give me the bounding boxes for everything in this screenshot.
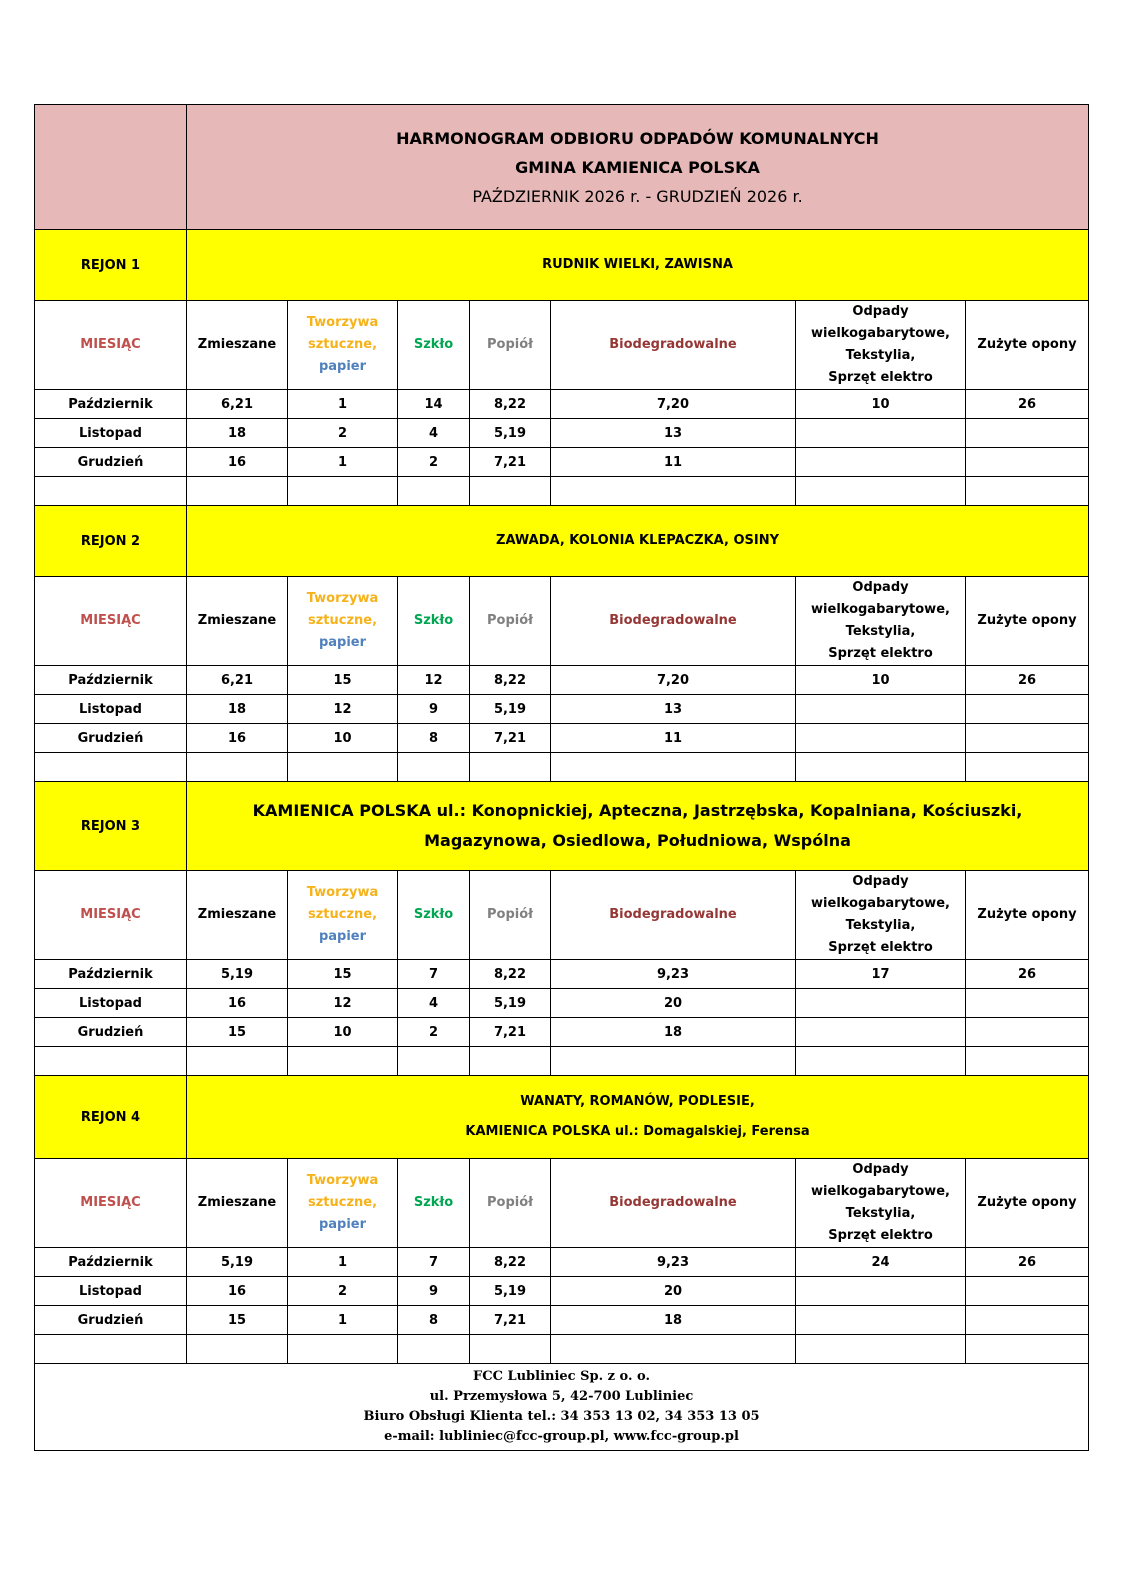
header-szklo: Szkło [398, 1159, 470, 1248]
region-row [35, 506, 1089, 577]
szklo-cell: 8 [398, 724, 470, 753]
header-zmieszane: Zmieszane [187, 577, 288, 666]
szklo-cell: 4 [398, 419, 470, 448]
empty-cell [551, 753, 796, 782]
popiol-cell: 8,22 [470, 960, 551, 989]
tworzywa-cell: 2 [288, 1277, 398, 1306]
month-cell: Grudzień [35, 724, 187, 753]
opony-cell [966, 419, 1089, 448]
header-tworzywa-line-2: sztuczne, [307, 613, 378, 628]
empty-cell [966, 477, 1089, 506]
tworzywa-cell: 12 [288, 695, 398, 724]
table-row [35, 448, 1089, 477]
region-label: REJON 3 [35, 782, 187, 871]
opony-cell [966, 448, 1089, 477]
zmieszane-cell: 15 [187, 1018, 288, 1047]
zmieszane-cell: 16 [187, 448, 288, 477]
popiol-cell: 5,19 [470, 695, 551, 724]
szklo-cell: 2 [398, 1018, 470, 1047]
empty-cell [398, 753, 470, 782]
table-row [35, 419, 1089, 448]
zmieszane-cell: 16 [187, 724, 288, 753]
table-row [35, 695, 1089, 724]
region-label: REJON 2 [35, 506, 187, 577]
header-odpady-line-4: Sprzęt elektro [828, 646, 933, 661]
month-cell: Październik [35, 666, 187, 695]
popiol-cell: 8,22 [470, 390, 551, 419]
month-cell: Październik [35, 960, 187, 989]
empty-row [35, 477, 1089, 506]
month-cell: Październik [35, 390, 187, 419]
opony-cell: 26 [966, 960, 1089, 989]
region-desc-line-1: ZAWADA, KOLONIA KLEPACZKA, OSINY [496, 533, 779, 548]
empty-cell [398, 477, 470, 506]
szklo-cell: 12 [398, 666, 470, 695]
table-row [35, 1277, 1089, 1306]
region-desc [187, 230, 1089, 301]
header-odpady-line-2: wielkogabarytowe, [811, 896, 950, 911]
table-row [35, 1248, 1089, 1277]
region-desc [187, 782, 1089, 871]
popiol-cell: 8,22 [470, 1248, 551, 1277]
bio-cell: 20 [551, 989, 796, 1018]
tworzywa-cell: 1 [288, 390, 398, 419]
header-odpady [796, 1159, 966, 1248]
tworzywa-cell: 1 [288, 1248, 398, 1277]
table-row [35, 666, 1089, 695]
title-row [35, 105, 1089, 230]
szklo-cell: 7 [398, 960, 470, 989]
header-row [35, 577, 1089, 666]
empty-cell [470, 753, 551, 782]
month-cell: Listopad [35, 419, 187, 448]
bio-cell: 20 [551, 1277, 796, 1306]
region-desc-line-2: KAMIENICA POLSKA ul.: Domagalskiej, Ferensa [465, 1124, 810, 1139]
header-odpady-line-3: Tekstylia, [845, 624, 916, 639]
empty-cell [35, 753, 187, 782]
bio-cell: 13 [551, 419, 796, 448]
header-odpady-line-1: Odpady [852, 580, 909, 595]
empty-cell [551, 1047, 796, 1076]
header-miesiac: MIESIĄC [35, 1159, 187, 1248]
region-row [35, 782, 1089, 871]
wielkogabaryt-cell [796, 1018, 966, 1047]
empty-cell [551, 1335, 796, 1364]
szklo-cell: 4 [398, 989, 470, 1018]
empty-cell [551, 477, 796, 506]
bio-cell: 11 [551, 724, 796, 753]
table-row [35, 989, 1089, 1018]
wielkogabaryt-cell: 10 [796, 390, 966, 419]
empty-cell [470, 477, 551, 506]
header-tworzywa-line-2: sztuczne, [307, 1195, 378, 1210]
szklo-cell: 8 [398, 1306, 470, 1335]
header-bio: Biodegradowalne [551, 871, 796, 960]
empty-row [35, 753, 1089, 782]
header-tworzywa [288, 301, 398, 390]
title-empty-cell [35, 105, 187, 230]
popiol-cell: 5,19 [470, 1277, 551, 1306]
header-bio: Biodegradowalne [551, 1159, 796, 1248]
wielkogabaryt-cell [796, 695, 966, 724]
header-odpady-line-3: Tekstylia, [845, 918, 916, 933]
header-tworzywa-line-1: Tworzywa [306, 591, 379, 606]
zmieszane-cell: 5,19 [187, 1248, 288, 1277]
empty-cell [288, 477, 398, 506]
header-tworzywa [288, 1159, 398, 1248]
header-papier: papier [318, 1217, 367, 1232]
header-odpady-line-4: Sprzęt elektro [828, 1228, 933, 1243]
footer-line-4: e-mail: lubliniec@fcc-group.pl, www.fcc-group.pl [384, 1429, 739, 1444]
empty-cell [796, 753, 966, 782]
empty-cell [187, 753, 288, 782]
bio-cell: 18 [551, 1306, 796, 1335]
empty-cell [187, 1335, 288, 1364]
header-row [35, 871, 1089, 960]
header-odpady-line-4: Sprzęt elektro [828, 370, 933, 385]
opony-cell [966, 1306, 1089, 1335]
popiol-cell: 7,21 [470, 448, 551, 477]
header-zmieszane: Zmieszane [187, 871, 288, 960]
tworzywa-cell: 10 [288, 1018, 398, 1047]
table-row [35, 1018, 1089, 1047]
empty-cell [35, 1335, 187, 1364]
empty-cell [966, 1335, 1089, 1364]
header-opony: Zużyte opony [966, 577, 1089, 666]
header-papier: papier [318, 359, 367, 374]
opony-cell: 26 [966, 666, 1089, 695]
table-row [35, 724, 1089, 753]
opony-cell: 26 [966, 1248, 1089, 1277]
header-tworzywa-line-2: sztuczne, [307, 337, 378, 352]
title-line-1: HARMONOGRAM ODBIORU ODPADÓW KOMUNALNYCH [396, 128, 879, 148]
bio-cell: 7,20 [551, 666, 796, 695]
wielkogabaryt-cell: 10 [796, 666, 966, 695]
zmieszane-cell: 16 [187, 1277, 288, 1306]
table-row [35, 1306, 1089, 1335]
header-odpady [796, 301, 966, 390]
wielkogabaryt-cell [796, 448, 966, 477]
footer-line-1: FCC Lubliniec Sp. z o. o. [473, 1369, 651, 1384]
bio-cell: 9,23 [551, 1248, 796, 1277]
header-miesiac: MIESIĄC [35, 871, 187, 960]
empty-cell [796, 477, 966, 506]
wielkogabaryt-cell [796, 724, 966, 753]
region-desc [187, 506, 1089, 577]
empty-cell [796, 1047, 966, 1076]
popiol-cell: 8,22 [470, 666, 551, 695]
region-desc-line-1: RUDNIK WIELKI, ZAWISNA [542, 257, 733, 272]
footer-row [35, 1364, 1089, 1451]
empty-cell [470, 1047, 551, 1076]
szklo-cell: 9 [398, 1277, 470, 1306]
zmieszane-cell: 18 [187, 695, 288, 724]
empty-cell [796, 1335, 966, 1364]
header-popiol: Popiół [470, 577, 551, 666]
empty-cell [966, 1047, 1089, 1076]
region-desc-line-2: Magazynowa, Osiedlowa, Południowa, Wspólna [424, 831, 851, 850]
header-odpady-line-1: Odpady [852, 1162, 909, 1177]
wielkogabaryt-cell [796, 989, 966, 1018]
schedule-sheet [34, 104, 1088, 1464]
bio-cell: 9,23 [551, 960, 796, 989]
region-row [35, 1076, 1089, 1159]
tworzywa-cell: 10 [288, 724, 398, 753]
footer-line-3: Biuro Obsługi Klienta tel.: 34 353 13 02, 34 353 13 05 [363, 1409, 760, 1424]
empty-cell [398, 1335, 470, 1364]
tworzywa-cell: 15 [288, 960, 398, 989]
header-row [35, 1159, 1089, 1248]
header-szklo: Szkło [398, 577, 470, 666]
header-szklo: Szkło [398, 301, 470, 390]
tworzywa-cell: 2 [288, 419, 398, 448]
header-odpady-line-3: Tekstylia, [845, 1206, 916, 1221]
popiol-cell: 7,21 [470, 724, 551, 753]
header-odpady-line-2: wielkogabarytowe, [811, 602, 950, 617]
month-cell: Listopad [35, 1277, 187, 1306]
header-bio: Biodegradowalne [551, 301, 796, 390]
month-cell: Grudzień [35, 448, 187, 477]
bio-cell: 11 [551, 448, 796, 477]
opony-cell [966, 1018, 1089, 1047]
header-popiol: Popiół [470, 1159, 551, 1248]
wielkogabaryt-cell [796, 1277, 966, 1306]
title-line-3: PAŹDZIERNIK 2026 r. - GRUDZIEŃ 2026 r. [472, 186, 803, 206]
region-label: REJON 4 [35, 1076, 187, 1159]
empty-cell [288, 1047, 398, 1076]
region-label: REJON 1 [35, 230, 187, 301]
header-tworzywa-line-1: Tworzywa [306, 1173, 379, 1188]
opony-cell: 26 [966, 390, 1089, 419]
header-popiol: Popiół [470, 871, 551, 960]
header-tworzywa-line-1: Tworzywa [306, 885, 379, 900]
header-odpady [796, 577, 966, 666]
title-cell [187, 105, 1089, 230]
wielkogabaryt-cell: 17 [796, 960, 966, 989]
popiol-cell: 7,21 [470, 1306, 551, 1335]
empty-cell [288, 1335, 398, 1364]
header-odpady-line-2: wielkogabarytowe, [811, 326, 950, 341]
header-tworzywa-line-2: sztuczne, [307, 907, 378, 922]
empty-row [35, 1047, 1089, 1076]
opony-cell [966, 1277, 1089, 1306]
header-opony: Zużyte opony [966, 1159, 1089, 1248]
header-tworzywa-line-1: Tworzywa [306, 315, 379, 330]
tworzywa-cell: 1 [288, 1306, 398, 1335]
header-row [35, 301, 1089, 390]
header-opony: Zużyte opony [966, 301, 1089, 390]
zmieszane-cell: 6,21 [187, 666, 288, 695]
footer-cell [35, 1364, 1089, 1451]
header-papier: papier [318, 929, 367, 944]
header-miesiac: MIESIĄC [35, 577, 187, 666]
popiol-cell: 7,21 [470, 1018, 551, 1047]
region-row [35, 230, 1089, 301]
tworzywa-cell: 12 [288, 989, 398, 1018]
zmieszane-cell: 6,21 [187, 390, 288, 419]
table-row [35, 960, 1089, 989]
title-line-2: GMINA KAMIENICA POLSKA [515, 157, 760, 177]
opony-cell [966, 724, 1089, 753]
header-odpady-line-2: wielkogabarytowe, [811, 1184, 950, 1199]
header-popiol: Popiół [470, 301, 551, 390]
header-zmieszane: Zmieszane [187, 1159, 288, 1248]
zmieszane-cell: 16 [187, 989, 288, 1018]
empty-cell [35, 1047, 187, 1076]
month-cell: Październik [35, 1248, 187, 1277]
schedule-table [34, 104, 1089, 1451]
szklo-cell: 14 [398, 390, 470, 419]
month-cell: Grudzień [35, 1306, 187, 1335]
empty-cell [187, 477, 288, 506]
empty-cell [187, 1047, 288, 1076]
header-papier: papier [318, 635, 367, 650]
header-opony: Zużyte opony [966, 871, 1089, 960]
header-odpady-line-3: Tekstylia, [845, 348, 916, 363]
tworzywa-cell: 1 [288, 448, 398, 477]
opony-cell [966, 989, 1089, 1018]
header-tworzywa [288, 577, 398, 666]
header-odpady-line-1: Odpady [852, 874, 909, 889]
footer-line-2: ul. Przemysłowa 5, 42-700 Lubliniec [429, 1389, 694, 1404]
zmieszane-cell: 18 [187, 419, 288, 448]
header-tworzywa [288, 871, 398, 960]
month-cell: Listopad [35, 989, 187, 1018]
wielkogabaryt-cell: 24 [796, 1248, 966, 1277]
empty-cell [966, 753, 1089, 782]
region-desc [187, 1076, 1089, 1159]
opony-cell [966, 695, 1089, 724]
header-odpady-line-1: Odpady [852, 304, 909, 319]
bio-cell: 18 [551, 1018, 796, 1047]
szklo-cell: 9 [398, 695, 470, 724]
szklo-cell: 7 [398, 1248, 470, 1277]
szklo-cell: 2 [398, 448, 470, 477]
empty-cell [398, 1047, 470, 1076]
popiol-cell: 5,19 [470, 989, 551, 1018]
month-cell: Grudzień [35, 1018, 187, 1047]
bio-cell: 13 [551, 695, 796, 724]
tworzywa-cell: 15 [288, 666, 398, 695]
zmieszane-cell: 15 [187, 1306, 288, 1335]
wielkogabaryt-cell [796, 419, 966, 448]
empty-cell [35, 477, 187, 506]
month-cell: Listopad [35, 695, 187, 724]
region-desc-line-1: KAMIENICA POLSKA ul.: Konopnickiej, Apteczna, Jastrzębska, Kopalniana, Kościuszki, [252, 801, 1023, 820]
header-bio: Biodegradowalne [551, 577, 796, 666]
header-szklo: Szkło [398, 871, 470, 960]
header-zmieszane: Zmieszane [187, 301, 288, 390]
empty-row [35, 1335, 1089, 1364]
empty-cell [288, 753, 398, 782]
header-odpady-line-4: Sprzęt elektro [828, 940, 933, 955]
region-desc-line-1: WANATY, ROMANÓW, PODLESIE, [520, 1094, 755, 1109]
popiol-cell: 5,19 [470, 419, 551, 448]
bio-cell: 7,20 [551, 390, 796, 419]
header-miesiac: MIESIĄC [35, 301, 187, 390]
empty-cell [470, 1335, 551, 1364]
wielkogabaryt-cell [796, 1306, 966, 1335]
header-odpady [796, 871, 966, 960]
table-row [35, 390, 1089, 419]
zmieszane-cell: 5,19 [187, 960, 288, 989]
